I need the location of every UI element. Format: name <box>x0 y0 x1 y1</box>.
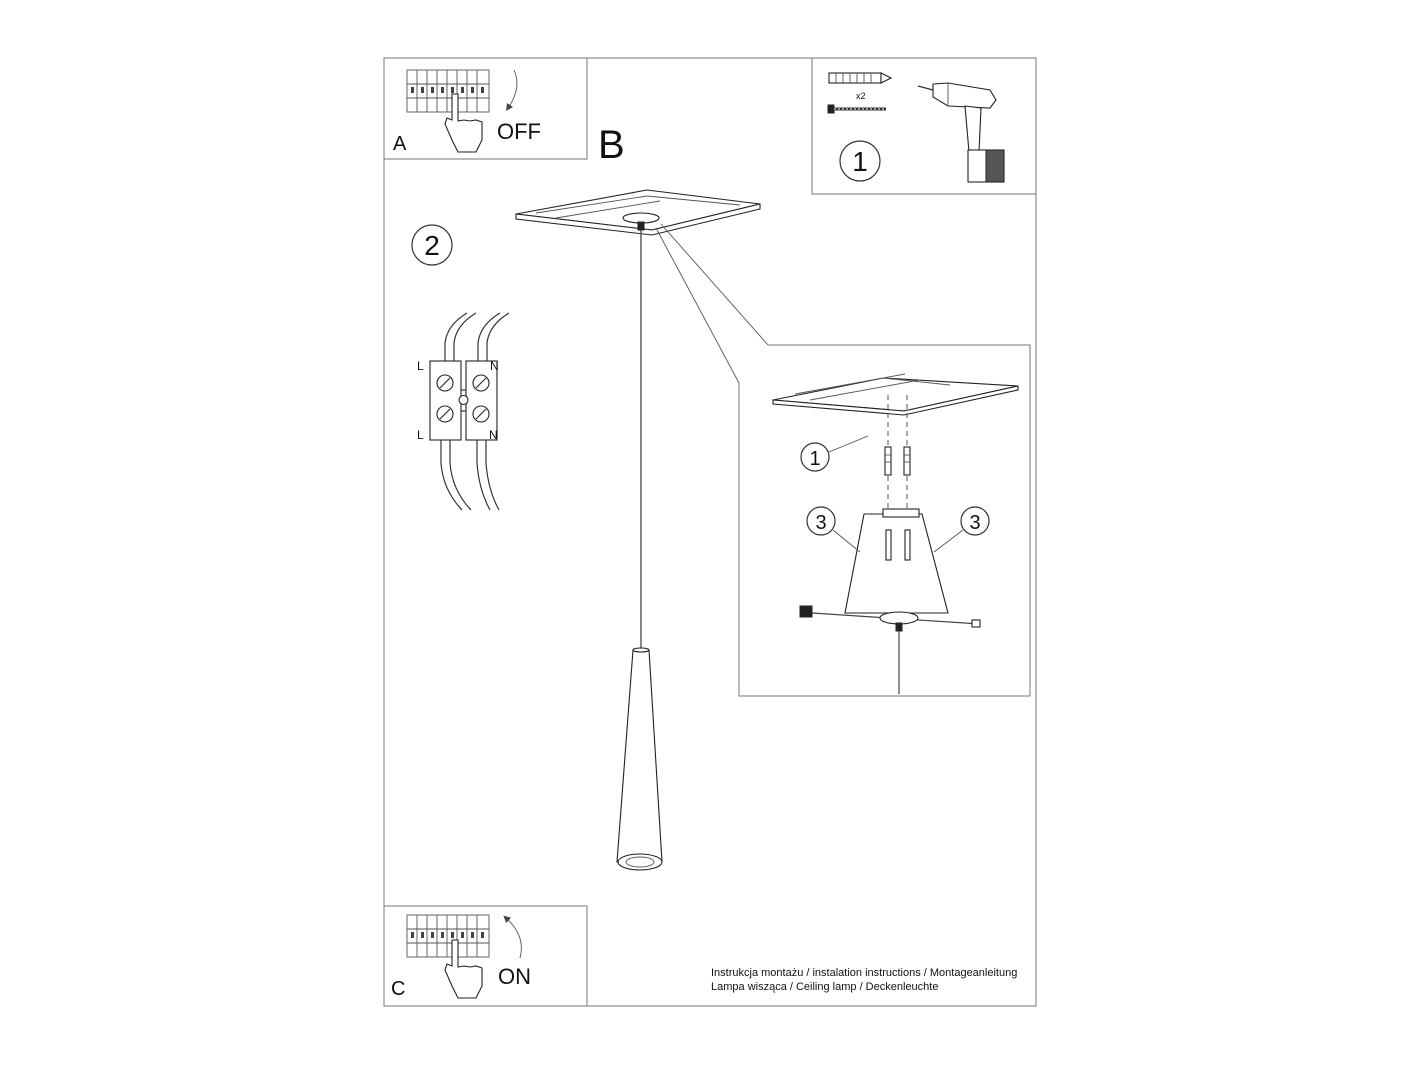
wall-plug-icon <box>885 447 910 475</box>
terminal-label-n-bottom: N <box>489 428 498 442</box>
step-1-badge <box>840 141 880 181</box>
screw-icon <box>828 105 886 113</box>
detail-panel <box>739 345 1030 696</box>
drill-icon <box>918 83 1004 182</box>
panel-c-label: ON <box>498 964 531 989</box>
panel-a-letter: A <box>393 133 407 155</box>
svg-text:3: 3 <box>969 512 981 534</box>
terminal-label-l-top: L <box>417 359 424 373</box>
svg-text:2: 2 <box>424 230 440 261</box>
footer-line-1: Instrukcja montażu / instalation instructions / Montageanleitung <box>711 967 1018 979</box>
terminal-block-icon <box>430 313 509 510</box>
rotate-arrow-icon <box>506 918 521 958</box>
svg-text:1: 1 <box>852 146 868 177</box>
rotate-arrow-icon <box>508 70 517 108</box>
callout-3-right <box>934 507 989 552</box>
breaker-panel-icon <box>407 915 489 957</box>
panel-a-label: OFF <box>497 119 541 144</box>
lamp-drawing <box>516 190 768 870</box>
panel-c-letter: C <box>391 978 406 1000</box>
callout-3-left <box>807 507 860 552</box>
step-2-badge <box>412 225 452 265</box>
hand-icon <box>445 94 482 152</box>
panel-a <box>384 58 587 159</box>
terminal-label-n-top: N <box>490 359 499 373</box>
svg-text:3: 3 <box>815 512 827 534</box>
callout-1 <box>801 436 868 471</box>
svg-text:1: 1 <box>809 448 821 470</box>
hand-icon <box>445 940 482 998</box>
panel-b-letter: B <box>598 123 625 167</box>
terminal-label-l-bottom: L <box>417 428 424 442</box>
wall-plug-icon <box>829 73 891 83</box>
breaker-panel-icon <box>407 70 489 112</box>
footer-line-2: Lampa wisząca / Ceiling lamp / Deckenleuchte <box>711 981 939 993</box>
panel-c <box>384 906 587 1006</box>
tools-panel <box>812 58 1036 194</box>
quantity-label: x2 <box>856 91 866 101</box>
